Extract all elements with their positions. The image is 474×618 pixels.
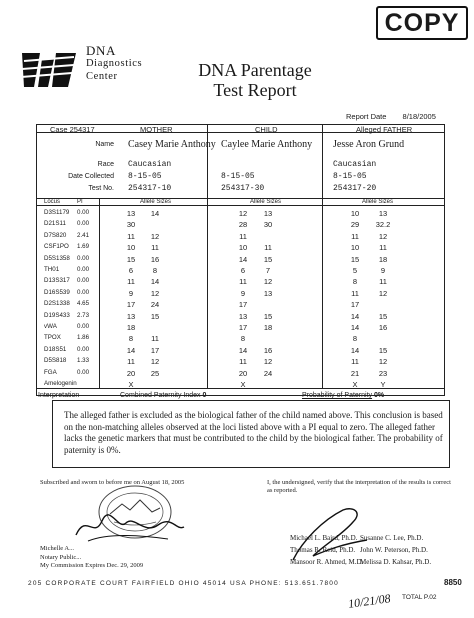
child-test: 254317-30	[221, 184, 265, 193]
father-allele-1: 5	[352, 266, 358, 275]
child-allele-1: 28	[238, 220, 248, 230]
mother-allele-1: 13	[126, 311, 136, 321]
paternity-index-value: 2.41	[77, 231, 90, 239]
child-header: CHILD	[255, 125, 278, 134]
mother-allele-2: 24	[150, 300, 160, 310]
allele-header-divider	[36, 205, 445, 206]
father-test: 254317-20	[333, 184, 377, 193]
child-allele-1: 11	[239, 277, 247, 287]
child-allele-1: 9	[240, 288, 246, 298]
pi-divider	[99, 198, 100, 388]
father-date: 8-15-05	[333, 172, 367, 181]
child-allele-1: 14	[238, 345, 248, 355]
handwritten-date: 10/21/08	[347, 591, 392, 611]
child-allele-2: 7	[265, 266, 271, 275]
mother-allele-2: 14	[150, 277, 160, 287]
paternity-index-value: 4.65	[77, 300, 90, 308]
father-allele-1: 8	[352, 334, 358, 344]
father-header: Alleged FATHER	[356, 125, 413, 134]
interpretation-label: Interpretation	[38, 392, 80, 399]
fax-total: TOTAL P.02	[402, 594, 437, 601]
fax-index: 8850	[444, 578, 462, 587]
report-date	[346, 112, 436, 121]
org-line-3: Center	[86, 71, 118, 82]
locus-name: D13S317	[44, 277, 70, 285]
child-allele-2: 24	[263, 368, 273, 378]
paternity-index-value: 1.33	[77, 357, 90, 365]
notary-commission: My Commission Expires Dec. 29, 2009	[40, 562, 144, 569]
child-allele-2: 12	[263, 277, 273, 287]
probability-of-paternity	[302, 392, 384, 399]
child-allele-2: 18	[263, 323, 273, 332]
mother-allele-2: 17	[150, 345, 160, 355]
child-allele-1: 8	[240, 334, 246, 344]
father-race: Caucasian	[333, 160, 377, 169]
signers-left	[290, 532, 363, 568]
mother-allele-1: 17	[126, 300, 136, 310]
verification-statement: I, the undersigned, verify that the interpretation of the results is correct as reported.	[267, 479, 451, 494]
paternity-index-value: 0.00	[77, 323, 90, 330]
father-allele-2: 11	[379, 277, 387, 287]
mother-allele-2: 12	[150, 231, 160, 241]
mother-allele-1: 18	[126, 323, 136, 332]
child-allele-sizes-label: Allele Sizes	[250, 199, 282, 205]
locus-name: D3S1179	[44, 209, 70, 216]
pp-value: 0%	[374, 392, 385, 399]
locus-name: Amelogenin	[44, 380, 77, 387]
cpi-value: 0	[202, 392, 207, 399]
father-allele-1: X	[352, 380, 358, 389]
mother-allele-2: 11	[151, 243, 159, 253]
father-name: Jesse Aron Grund	[333, 139, 405, 150]
child-allele-1: 13	[238, 311, 248, 321]
mother-date: 8-15-05	[128, 172, 162, 181]
father-allele-1: 8	[352, 277, 358, 287]
mother-allele-sizes-label: Allele Sizes	[140, 199, 172, 205]
mother-allele-1: X	[128, 380, 134, 389]
locus-name: D16S539	[44, 288, 70, 296]
paternity-index-value: 0.00	[77, 288, 90, 296]
organization-name	[86, 44, 142, 83]
report-title-line-1: DNA Parentage	[198, 60, 312, 80]
combined-paternity-index	[120, 392, 206, 399]
mother-allele-1: 13	[126, 209, 136, 218]
father-allele-2: 12	[378, 231, 388, 241]
father-allele-2: 12	[378, 357, 388, 367]
father-allele-2: 18	[378, 254, 388, 264]
pi-header: PI	[77, 199, 83, 205]
child-allele-1: X	[240, 380, 246, 389]
child-allele-1: 12	[238, 209, 248, 218]
mother-allele-2: 25	[150, 368, 160, 378]
father-allele-2: 13	[378, 209, 388, 218]
child-allele-2: 16	[263, 345, 273, 355]
notary-block	[40, 545, 143, 571]
child-father-divider	[322, 124, 323, 388]
race-label: Race	[97, 161, 114, 168]
footer-address	[28, 580, 468, 587]
locus-name: D5S818	[44, 357, 67, 365]
mother-allele-1: 11	[127, 357, 135, 367]
mother-allele-2: 15	[150, 311, 160, 321]
locus-name: CSF1PO	[44, 243, 69, 251]
org-line-1: DNA	[86, 43, 116, 58]
mother-allele-2: 11	[151, 334, 159, 344]
mother-name: Casey Marie Anthony	[128, 139, 216, 150]
mother-child-divider	[207, 124, 208, 388]
child-allele-1: 14	[238, 254, 248, 264]
child-allele-1: 11	[239, 357, 247, 367]
child-allele-2: 13	[263, 288, 273, 298]
father-allele-sizes-label: Allele Sizes	[362, 199, 394, 205]
mother-allele-1: 9	[128, 288, 134, 298]
child-date: 8-15-05	[221, 172, 255, 181]
mother-allele-2: 12	[150, 357, 160, 367]
father-allele-2: Y	[380, 380, 386, 389]
mother-allele-1: 30	[126, 220, 136, 230]
interpretation-text: The alleged father is excluded as the biological father of the child named above. This conclusion is based on the non-matching alleles observed at the loci listed above with a PI equal to zero. The alleged father lacks the genetic markers that must be contributed to the child by the biological father. The probability of paternity is 0%.	[64, 410, 443, 455]
child-allele-1: 6	[240, 266, 246, 275]
paternity-index-value: 1.69	[77, 243, 90, 251]
report-date-label: Report Date	[346, 112, 387, 121]
signer-3: Mansoor R. Ahmed, M.D.	[290, 558, 364, 566]
father-allele-1: 17	[350, 300, 360, 310]
father-allele-2: 15	[378, 311, 388, 321]
report-title	[170, 60, 340, 100]
child-allele-2: 12	[263, 357, 273, 367]
locus-name: D7S820	[44, 231, 67, 239]
father-allele-1: 10	[350, 243, 360, 253]
locus-header: Locus	[44, 199, 61, 205]
locus-name: TPOX	[44, 334, 61, 342]
signer-5: John W. Peterson, Ph.D.	[360, 546, 428, 554]
report-title-line-2: Test Report	[213, 80, 297, 100]
signer-4: Susanne C. Lee, Ph.D.	[360, 534, 424, 542]
copy-stamp: COPY	[376, 6, 468, 40]
paternity-index-value: 0.00	[77, 368, 90, 376]
notary-signature	[68, 505, 188, 545]
father-allele-1: 11	[351, 288, 359, 298]
mother-allele-1: 14	[126, 345, 136, 355]
locus-name: TH01	[44, 266, 60, 273]
locus-name: FGA	[44, 368, 57, 376]
cpi-label: Combined Paternity Index	[120, 392, 201, 399]
father-allele-1: 10	[350, 209, 360, 218]
child-allele-1: 20	[238, 368, 248, 378]
mother-allele-1: 11	[127, 277, 135, 287]
child-allele-2: 15	[263, 254, 273, 264]
father-allele-2: 15	[378, 345, 388, 355]
father-allele-1: 14	[350, 311, 360, 321]
signer-1: Michael L. Baird, Ph.D.	[290, 534, 358, 542]
locus-name: D21S11	[44, 220, 66, 228]
paternity-index-value: 0.00	[77, 345, 90, 353]
name-label: Name	[95, 141, 114, 148]
father-allele-1: 11	[351, 357, 359, 367]
child-allele-1: 17	[238, 300, 248, 310]
signers-right	[360, 532, 431, 568]
signer-2: Thomas R. Reid, Ph.D.	[290, 546, 356, 554]
notary-title: Notary Public...	[40, 553, 82, 561]
locus-name: D19S433	[44, 311, 70, 319]
paternity-index-value: 0.00	[77, 254, 90, 262]
mother-allele-1: 6	[128, 266, 134, 275]
child-allele-2: 15	[263, 311, 273, 321]
mother-test: 254317-10	[128, 184, 172, 193]
father-allele-1: 29	[350, 220, 360, 230]
mother-allele-1: 8	[128, 334, 134, 344]
child-allele-2: 30	[263, 220, 273, 230]
mother-allele-1: 11	[127, 231, 135, 241]
paternity-index-value: 0.00	[77, 220, 90, 228]
paternity-index-value: 1.86	[77, 334, 90, 342]
mother-allele-1: 20	[126, 368, 136, 378]
org-line-2: Diagnostics	[86, 58, 143, 69]
father-allele-2: 32.2	[375, 220, 391, 230]
child-allele-1: 10	[238, 243, 248, 253]
mother-allele-2: 14	[150, 209, 160, 218]
mother-allele-2: 16	[150, 254, 160, 264]
father-allele-1: 14	[350, 323, 360, 332]
child-allele-2: 13	[263, 209, 273, 218]
pp-label: Probability of Paternity	[302, 392, 373, 399]
father-allele-1: 15	[350, 254, 360, 264]
dna-diagnostics-logo	[18, 45, 80, 95]
child-allele-1: 17	[238, 323, 248, 332]
mother-allele-2: 8	[152, 266, 158, 275]
locus-name: D18S51	[44, 345, 67, 353]
notary-name: Michelle A...	[40, 545, 74, 552]
father-allele-1: 21	[350, 368, 360, 378]
paternity-index-value: 0.00	[77, 277, 90, 285]
father-allele-2: 23	[378, 368, 388, 378]
subscribed-statement: Subscribed and sworn to before me on August 18, 2005	[40, 479, 185, 486]
mother-header: MOTHER	[140, 125, 173, 134]
report-date-value: 8/18/2005	[402, 112, 436, 121]
paternity-index-value: 0.00	[77, 266, 90, 273]
locus-name: D5S1358	[44, 254, 70, 262]
test-no-label: Test No.	[88, 185, 114, 192]
paternity-index-value: 2.73	[77, 311, 90, 319]
child-allele-2: 11	[264, 243, 272, 253]
father-allele-1: 11	[351, 231, 359, 241]
mother-allele-2: 12	[150, 288, 160, 298]
mother-race: Caucasian	[128, 160, 172, 169]
father-allele-2: 11	[379, 243, 387, 253]
signer-6: Melissa D. Kahsar, Ph.D.	[360, 558, 432, 566]
mother-allele-1: 15	[126, 254, 136, 264]
father-allele-2: 12	[378, 288, 388, 298]
father-allele-1: 14	[350, 345, 360, 355]
father-allele-2: 9	[380, 266, 386, 275]
father-allele-2: 16	[378, 323, 388, 332]
mother-allele-1: 10	[126, 243, 136, 253]
case-label: Case 254317	[50, 125, 95, 134]
date-collected-label: Date Collected	[68, 173, 114, 180]
child-name: Caylee Marie Anthony	[221, 139, 313, 150]
address-text: 205 CORPORATE COURT FAIRFIELD OHIO 45014 USA PHONE: 513.651.7800	[28, 580, 339, 587]
child-allele-1: 11	[239, 231, 247, 241]
locus-name: D2S1338	[44, 300, 70, 308]
paternity-index-value: 0.00	[77, 209, 90, 216]
locus-name: vWA	[44, 323, 57, 330]
